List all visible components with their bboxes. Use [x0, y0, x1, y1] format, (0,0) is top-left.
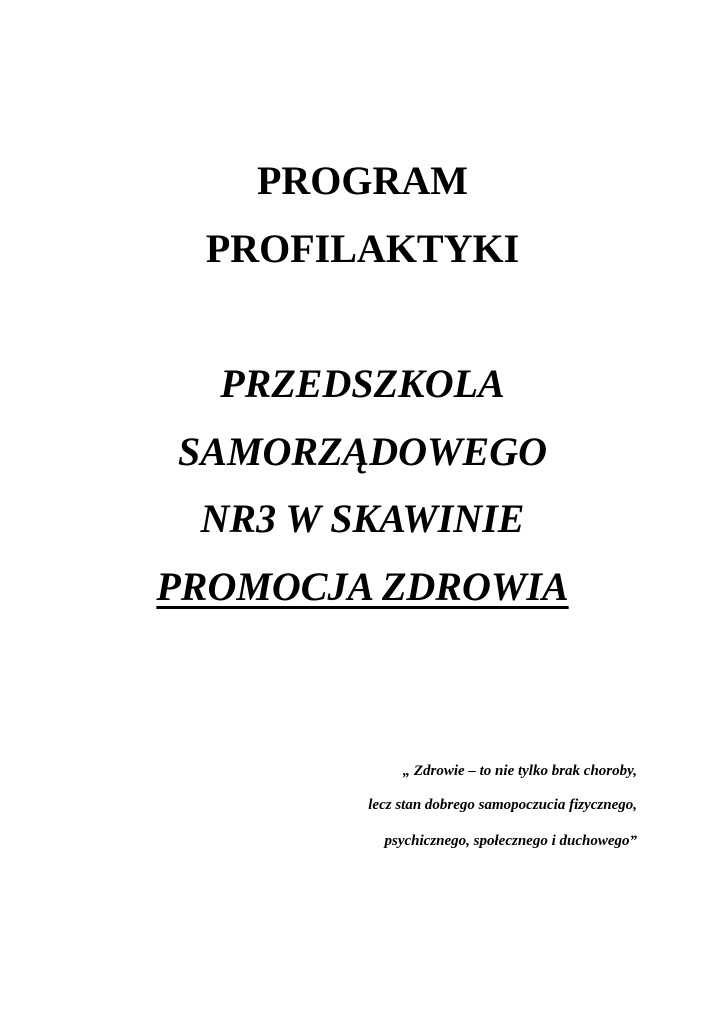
subtitle-line-1: PRZEDSZKOLA	[220, 361, 505, 406]
quote-line-3: psychicznego, społecznego i duchowego”	[384, 833, 637, 849]
subtitle-line-2: SAMORZĄDOWEGO	[178, 429, 547, 474]
title-line-1: PROGRAM	[256, 158, 469, 203]
subtitle-line-4-underlined	[0, 564, 725, 609]
quote-line-2: lecz stan dobrego samopoczucia fizycznego,	[368, 797, 637, 813]
promocja-zdrowia-text: PROMOCJA ZDROWIA	[156, 564, 569, 609]
subtitle-line-3: NR3 W SKAWINIE	[200, 496, 525, 541]
quote-line-1: „ Zdrowie – to nie tylko brak choroby,	[402, 763, 637, 779]
title-line-2: PROFILAKTYKI	[205, 226, 520, 271]
